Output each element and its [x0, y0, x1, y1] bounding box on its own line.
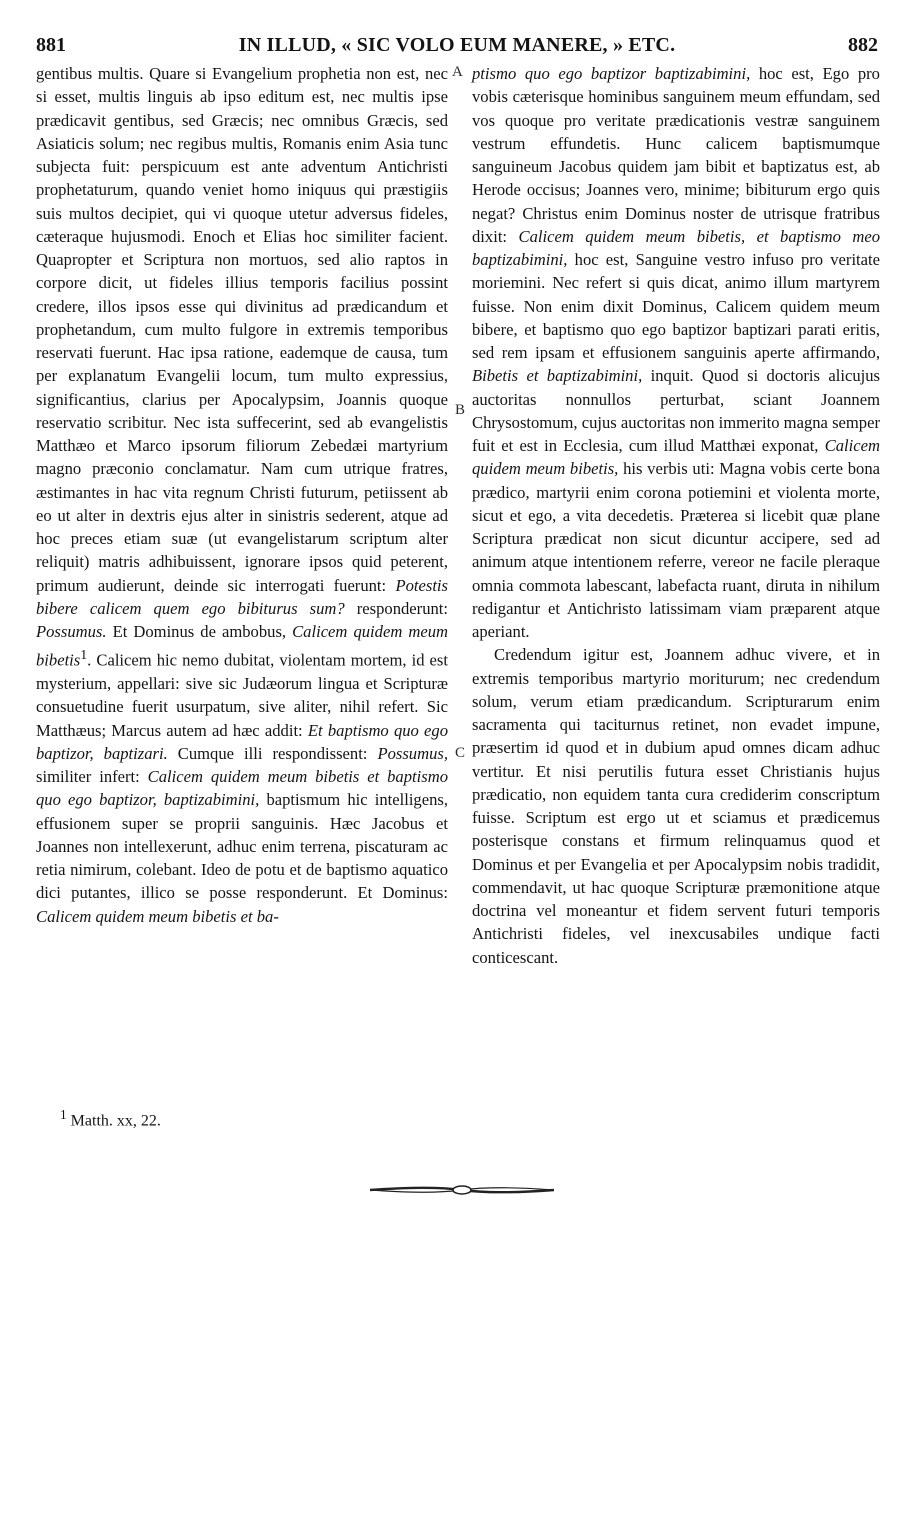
text-run: . Calicem hic nemo dubitat, violentam mortem, id est mysterium, appellari: sive sic Judæorum lingua et Scripturæ consuetudine fuerit usurpatum, sive aliter, nihil refert. Sic Matthæus; Marcus autem ad hæc addit:: [36, 650, 448, 740]
right-column: [472, 62, 880, 969]
quotation: Calicem quidem meum bibetis et ba-: [36, 906, 279, 926]
text-run: responderunt:: [356, 598, 449, 618]
end-ornament: [370, 1180, 554, 1200]
page-number-right: 882: [848, 34, 878, 56]
footnote: [60, 1107, 161, 1130]
quotation: Calicem quidem meum bibetis, et baptismo meo baptizabimini,: [472, 226, 880, 269]
left-column: [36, 62, 448, 928]
quotation: Calicem quidem meum bibetis et baptismo quo ego baptizor, baptizabimini,: [36, 767, 448, 810]
text-run: similiter infert:: [36, 767, 140, 787]
text-run: inquit. Quod si doctoris alicujus auctoritas nonnullos perturbat, sciant Joannem Chrysostomum, cujus auctoritas non immerito magna semper fuit et est in Ecclesia, cum illud Matthæi exponat,: [472, 366, 880, 455]
right-paragraph: [472, 62, 880, 643]
text-run: hoc est, Ego pro vobis cæterisque hominibus sanguinem meum effundam, sed vos quoque pro veritate prædicationis vestræ sanguinem vestrum effundetis. Hunc calicem baptismumque sanguineum Jacobus quidem jam bibit et baptizatus est, ab Herode occisus; Joannes vero, minime; bibiturum ergo quis negat? Christus enim Dominus noster de utrisque fratribus dixit:: [472, 64, 880, 246]
text-run: baptismum hic intelligens, effusionem super se proprii sanguinis. Hæc Jacobus et Joannes non intellexerunt, adhuc enim terrena, piscaturam ac retia nimirum, colebant. Ideo de potu et de baptismo aquatico dici putantes, illico se posse responderunt. Et Dominus:: [36, 790, 448, 903]
right-paragraph-2: [472, 643, 880, 969]
left-paragraph: [36, 62, 448, 928]
margin-marker-c: C: [455, 745, 466, 761]
text-run: gentibus multis. Quare si Evangelium prophetia non est, nec si esset, multis linguis ab ipso editum est, nec multis ipse prædicavit gentibus, sed Græcis; nec omnibus Græcis, sed Asiaticis solum; nec regibus multis, Romanis enim Asia tunc subjecta fuit: perspicuum est ante adventum Antichristi prophetaturum, quando veniet homo iniquus qui præstigiis suis multos decipiet, qui vi quoque utetur adversus fideles, cæteraque hujusmodi. Enoch et Elias hoc similiter facient. Quapropter et Scriptura non mortuos, sed alio raptos in corpore dicit, ut fideles illius temporis facilius possint credere, illos ipsos esse qui divinitus ad prædicandum et prophetandum, cum multo fulgore in extremis temporibus reservati fuerunt. Hac ipsa ratione, eademque de causa, tum per explanatum Evangelii locum, tum multo expressius, significantius, clarius per Apocalypsim, Joannis quoque reservatio scribitur. Nec ista suffecerint, sed ab evangelistis Matthæo et Marco ipsorum filiorum Zebedæi martyrium magno præconio conclamatur. Nam cum utrique fratres, æstimantes in hac vita regnum Christi futurum, petiissent ab eo ut alter in dextris ejus alter in sinistris sederent, atque ad hoc preces etiam suæ (ut evangelistarum scriptum alter reliquit) matris adhibuissent, ignorare ipsos quid peterent, primum audierunt, deinde sic interrogati fuerunt:: [36, 64, 448, 595]
text-run: hoc est, Sanguine vestro infuso pro veritate moriemini. Nec refert si quis dicat, animo illum martyrem fuisse. Non enim dixit Dominus, Calicem quidem meum bibere, et baptismo quo ego baptizor baptizari parati eritis, sed rem ipsam et effusionem sanguinis aperte affirmando,: [472, 250, 881, 362]
page-number-left: 881: [36, 34, 66, 56]
footnote-number: 1: [60, 1107, 67, 1122]
quotation: Calicem quidem meum bibetis: [36, 622, 448, 670]
text-run: his verbis uti: Magna vobis certe bona prædico, martyrii enim corona potiemini et violenta morte, sicut et ego, a vita decedetis. Præterea si licebit quæ plane Scriptura prædicat non sicut dicuntur accipere, sed ad animum atque intentionem referre, vereor ne facile pleraque omnia commota labescant, labefacta ruant, diruta in nihilum redigantur et Antichristo latissimam viam præparent atque aperiant.: [472, 459, 880, 641]
quotation: ptismo quo ego baptizor baptizabimini,: [472, 64, 751, 83]
quotation: Et baptismo quo ego baptizor, baptizari.: [36, 720, 449, 763]
running-title: IN ILLUD, « SIC VOLO EUM MANERE, » ETC.: [238, 34, 676, 56]
text-run: Credendum igitur est, Joannem adhuc vivere, et in extremis temporibus martyrio moriturum; nec credendum solum, verum etiam prædicandum. Scripturarum enim sacramenta qui taciturnus retinet, non evadet impune, præsertim id quod et in dubium apud omnes dicam adhuc vertitur. Et nisi perutilis futura esset Christianis hujus prædicatio, non equidem tanta cura crediderim conscriptum fuisse. Scriptum est ergo ut et sciamus et prædicemus posterisque constans et firmum relinquamus quod et Dominus et per Evangelia et per Apocalypsim nobis tradidit, commendavit, ut hac quoque Scripturæ præmonitione atque doctrina vel moneantur et fidem servent futuri temporis Antichristi fideles, vel inexcusabiles undique facti conticescant.: [472, 645, 880, 967]
text-run: Et Dominus de ambobus,: [112, 622, 287, 641]
quotation: Bibetis et baptizabimini,: [472, 366, 643, 386]
quotation: Potestis bibere calicem quem ego bibiturus sum?: [36, 575, 448, 618]
quotation: Possumus,: [377, 743, 448, 763]
quotation: Calicem quidem meum bibetis,: [472, 436, 880, 479]
page-header: [36, 32, 878, 62]
footnote-text: Matth. xx, 22.: [70, 1112, 161, 1130]
margin-marker-a: A: [452, 64, 463, 80]
text-run: Cumque illi respondissent:: [177, 743, 368, 763]
quotation: Possumus.: [36, 622, 107, 641]
margin-marker-b: B: [455, 402, 466, 418]
footnote-reference: 1: [80, 647, 88, 663]
